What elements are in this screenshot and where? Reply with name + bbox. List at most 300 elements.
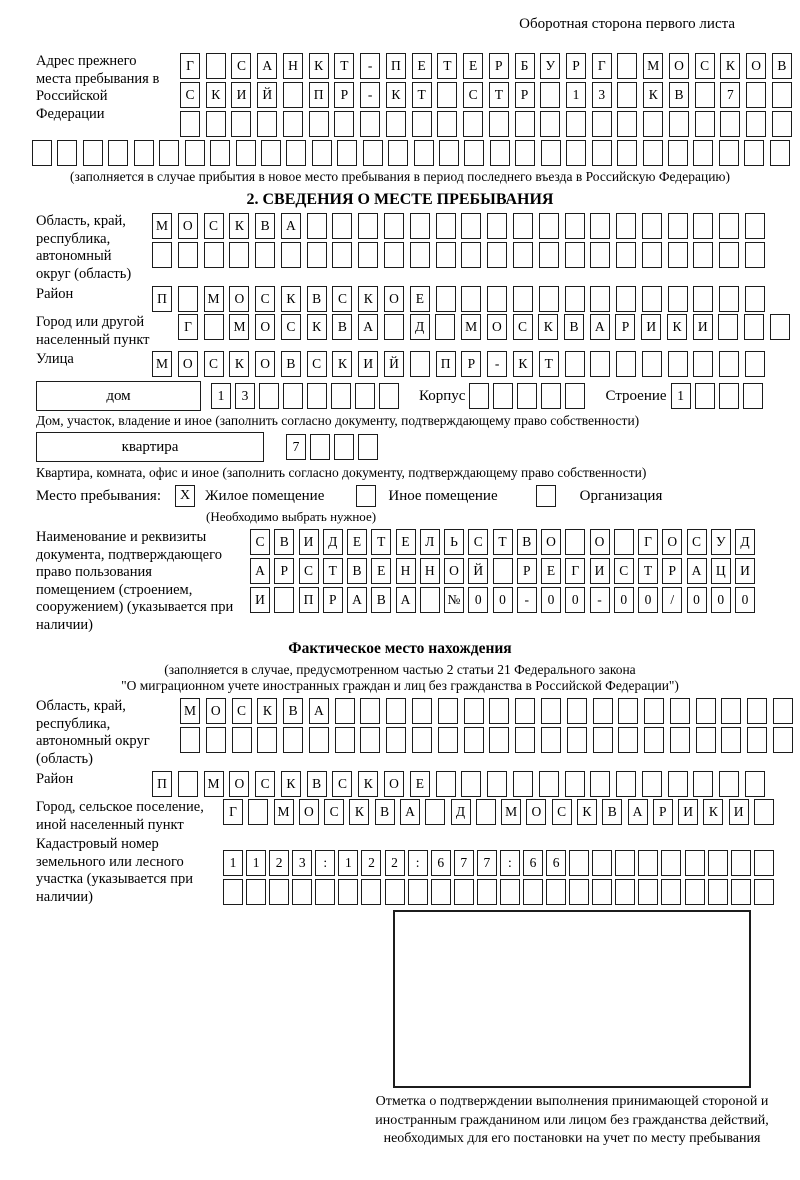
char-cell: В: [332, 314, 352, 340]
char-cell: 7: [286, 434, 306, 460]
char-cell: С: [463, 82, 483, 108]
char-cell: [292, 879, 312, 905]
char-cell: [358, 434, 378, 460]
char-cell: [410, 351, 430, 377]
apartment-row: [36, 432, 790, 462]
char-cell: [388, 140, 408, 166]
apartment-box-label: квартира: [121, 438, 179, 455]
char-cell: А: [687, 558, 707, 584]
char-cell: О: [255, 314, 275, 340]
char-cell: А: [281, 213, 301, 239]
char-cell: [642, 242, 662, 268]
char-cell: [539, 771, 559, 797]
char-cell: Г: [592, 53, 612, 79]
street-row: [152, 351, 765, 377]
char-cell: 0: [468, 587, 488, 613]
char-cell: 1: [211, 383, 231, 409]
city-label: Город или другой населенный пункт: [36, 314, 150, 348]
char-cell: [772, 111, 792, 137]
char-cell: Е: [541, 558, 561, 584]
stroenie-cells: [671, 383, 763, 409]
char-cell: [435, 314, 455, 340]
char-cell: -: [360, 53, 380, 79]
char-cell: М: [274, 799, 294, 825]
char-cell: [567, 727, 587, 753]
char-cell: В: [669, 82, 689, 108]
char-cell: [513, 286, 533, 312]
char-cell: [386, 698, 406, 724]
char-cell: [309, 111, 329, 137]
char-cell: [83, 140, 103, 166]
char-cell: [617, 140, 637, 166]
char-cell: [747, 727, 767, 753]
char-cell: [414, 140, 434, 166]
char-cell: [754, 799, 774, 825]
char-cell: [539, 286, 559, 312]
char-cell: [436, 213, 456, 239]
char-cell: [731, 850, 751, 876]
char-cell: [283, 383, 303, 409]
char-cell: [464, 727, 484, 753]
char-cell: [286, 140, 306, 166]
char-cell: К: [332, 351, 352, 377]
char-cell: У: [711, 529, 731, 555]
char-cell: С: [204, 351, 224, 377]
char-cell: [590, 771, 610, 797]
house-row: [36, 381, 790, 411]
char-cell: [412, 111, 432, 137]
char-cell: [693, 771, 713, 797]
char-cell: [565, 351, 585, 377]
district-label: Район: [36, 286, 74, 302]
char-cell: 1: [246, 850, 266, 876]
char-cell: [334, 434, 354, 460]
cadastral-label: Кадастровый номер земельного или лесного участка (указывается при наличии): [36, 836, 193, 905]
actual-location-caption-1: (заполняется в случае, предусмотренном частью 2 статьи 21 Федерального закона: [164, 662, 636, 677]
char-cell: [565, 771, 585, 797]
char-cell: [493, 383, 513, 409]
char-cell: [438, 727, 458, 753]
actual-region-row-2: [180, 727, 793, 753]
prev-address-row-3: [180, 111, 792, 137]
char-cell: С: [307, 351, 327, 377]
char-cell: [708, 850, 728, 876]
char-cell: [754, 850, 774, 876]
char-cell: А: [257, 53, 277, 79]
char-cell: [565, 286, 585, 312]
char-cell: [744, 140, 764, 166]
char-cell: [476, 799, 496, 825]
char-cell: Е: [347, 529, 367, 555]
char-cell: [32, 140, 52, 166]
char-cell: [312, 140, 332, 166]
char-cell: С: [255, 771, 275, 797]
char-cell: [477, 879, 497, 905]
char-cell: 0: [565, 587, 585, 613]
stay-type-note: (Необходимо выбрать нужное): [206, 509, 377, 524]
char-cell: И: [590, 558, 610, 584]
actual-city-row: [223, 799, 774, 825]
char-cell: О: [746, 53, 766, 79]
char-cell: Й: [384, 351, 404, 377]
char-cell: 0: [638, 587, 658, 613]
char-cell: И: [735, 558, 755, 584]
actual-district-label: Район: [36, 771, 74, 787]
char-cell: [566, 111, 586, 137]
char-cell: [206, 727, 226, 753]
char-cell: [463, 111, 483, 137]
char-cell: [616, 351, 636, 377]
prev-address-rows: [180, 53, 792, 137]
char-cell: А: [250, 558, 270, 584]
char-cell: [257, 111, 277, 137]
char-cell: [431, 879, 451, 905]
char-cell: [719, 286, 739, 312]
char-cell: [670, 727, 690, 753]
char-cell: 7: [720, 82, 740, 108]
char-cell: [617, 53, 637, 79]
char-cell: [719, 351, 739, 377]
char-cell: Т: [371, 529, 391, 555]
char-cell: [487, 242, 507, 268]
char-cell: К: [538, 314, 558, 340]
char-cell: Л: [420, 529, 440, 555]
char-cell: О: [487, 314, 507, 340]
char-cell: [719, 140, 739, 166]
char-cell: [770, 314, 790, 340]
char-cell: [593, 727, 613, 753]
char-cell: М: [204, 286, 224, 312]
char-cell: 1: [338, 850, 358, 876]
char-cell: [206, 53, 226, 79]
char-cell: [261, 140, 281, 166]
stay-type-label: Место пребывания:: [36, 487, 161, 504]
char-cell: 1: [223, 850, 243, 876]
char-cell: [487, 213, 507, 239]
checkbox-residential: [175, 485, 195, 507]
char-cell: И: [250, 587, 270, 613]
char-cell: [696, 727, 716, 753]
region-label: Область, край, республика, автономный округ (область): [36, 213, 132, 282]
char-cell: О: [178, 213, 198, 239]
cadastral-row-2: [223, 879, 774, 905]
char-cell: [231, 111, 251, 137]
char-cell: А: [358, 314, 378, 340]
char-cell: [695, 82, 715, 108]
char-cell: [590, 242, 610, 268]
char-cell: [685, 879, 705, 905]
apartment-cells: [286, 434, 378, 460]
char-cell: Д: [410, 314, 430, 340]
document-row-2: [250, 558, 755, 584]
char-cell: -: [360, 82, 380, 108]
char-cell: -: [517, 587, 537, 613]
char-cell: [461, 242, 481, 268]
char-cell: Д: [451, 799, 471, 825]
char-cell: [644, 727, 664, 753]
char-cell: [360, 727, 380, 753]
char-cell: К: [358, 286, 378, 312]
char-cell: [693, 213, 713, 239]
char-cell: Н: [283, 53, 303, 79]
char-cell: [259, 383, 279, 409]
actual-city-label: Город, сельское поселение, иной населенный пункт: [36, 799, 204, 833]
char-cell: [569, 879, 589, 905]
char-cell: [614, 529, 634, 555]
char-cell: В: [347, 558, 367, 584]
checkbox-organization: [536, 485, 556, 507]
char-cell: [436, 242, 456, 268]
char-cell: [668, 286, 688, 312]
char-cell: К: [577, 799, 597, 825]
char-cell: 1: [566, 82, 586, 108]
actual-city-field: [36, 799, 790, 834]
char-cell: О: [669, 53, 689, 79]
option-organization-label: Организация: [579, 487, 663, 504]
char-cell: [616, 242, 636, 268]
char-cell: И: [729, 799, 749, 825]
char-cell: К: [206, 82, 226, 108]
char-cell: С: [324, 799, 344, 825]
char-cell: И: [299, 529, 319, 555]
char-cell: П: [309, 82, 329, 108]
prev-address-field: [36, 53, 790, 137]
char-cell: [515, 698, 535, 724]
char-cell: [592, 111, 612, 137]
char-cell: [420, 587, 440, 613]
char-cell: [454, 879, 474, 905]
char-cell: О: [384, 771, 404, 797]
char-cell: [257, 727, 277, 753]
cadastral-row-1: [223, 850, 774, 876]
city-field: [36, 314, 790, 349]
char-cell: Р: [615, 314, 635, 340]
char-cell: [461, 771, 481, 797]
char-cell: [438, 698, 458, 724]
char-cell: С: [231, 53, 251, 79]
actual-location-caption-2: "О миграционном учете иностранных граждан и лиц без гражданства в Российской Федерации"): [121, 678, 679, 693]
char-cell: 1: [671, 383, 691, 409]
char-cell: 0: [735, 587, 755, 613]
char-cell: [283, 111, 303, 137]
char-cell: [355, 383, 375, 409]
char-cell: Р: [515, 82, 535, 108]
char-cell: [335, 698, 355, 724]
char-cell: [693, 351, 713, 377]
char-cell: [307, 383, 327, 409]
char-cell: К: [386, 82, 406, 108]
option-residential-label: Жилое помещение: [205, 487, 325, 504]
char-cell: О: [662, 529, 682, 555]
char-cell: [436, 771, 456, 797]
char-cell: Й: [468, 558, 488, 584]
char-cell: [696, 698, 716, 724]
char-cell: [274, 587, 294, 613]
char-cell: :: [408, 850, 428, 876]
char-cell: [541, 727, 561, 753]
char-cell: [719, 213, 739, 239]
actual-district-row: [152, 771, 765, 797]
char-cell: 3: [592, 82, 612, 108]
char-cell: [661, 879, 681, 905]
char-cell: [469, 383, 489, 409]
char-cell: С: [299, 558, 319, 584]
char-cell: [334, 111, 354, 137]
char-cell: [590, 213, 610, 239]
char-cell: В: [283, 698, 303, 724]
char-cell: [565, 383, 585, 409]
region-row-1: [152, 213, 765, 239]
char-cell: [332, 242, 352, 268]
char-cell: [246, 879, 266, 905]
char-cell: [386, 727, 406, 753]
char-cell: [565, 242, 585, 268]
char-cell: [745, 213, 765, 239]
char-cell: [464, 698, 484, 724]
char-cell: И: [678, 799, 698, 825]
page-side-note: Оборотная сторона первого листа: [519, 16, 735, 32]
document-row-1: [250, 529, 755, 555]
char-cell: [513, 242, 533, 268]
char-cell: С: [332, 286, 352, 312]
char-cell: С: [232, 698, 252, 724]
char-cell: [743, 383, 763, 409]
char-cell: [358, 213, 378, 239]
char-cell: П: [299, 587, 319, 613]
document-row-3: [250, 587, 755, 613]
char-cell: [283, 727, 303, 753]
char-cell: [642, 286, 662, 312]
char-cell: [159, 140, 179, 166]
char-cell: [229, 242, 249, 268]
char-cell: [307, 242, 327, 268]
char-cell: А: [347, 587, 367, 613]
char-cell: [718, 314, 738, 340]
char-cell: М: [501, 799, 521, 825]
char-cell: [616, 286, 636, 312]
char-cell: Е: [463, 53, 483, 79]
char-cell: [617, 111, 637, 137]
char-cell: [338, 879, 358, 905]
char-cell: [439, 140, 459, 166]
char-cell: В: [274, 529, 294, 555]
char-cell: [773, 698, 793, 724]
char-cell: В: [307, 771, 327, 797]
char-cell: И: [693, 314, 713, 340]
char-cell: [695, 383, 715, 409]
char-cell: С: [250, 529, 270, 555]
char-cell: О: [526, 799, 546, 825]
district-row: [152, 286, 765, 312]
char-cell: -: [487, 351, 507, 377]
char-cell: Т: [334, 53, 354, 79]
district-field: [36, 286, 790, 312]
char-cell: [487, 286, 507, 312]
char-cell: Д: [735, 529, 755, 555]
char-cell: К: [643, 82, 663, 108]
char-cell: [461, 286, 481, 312]
char-cell: [592, 140, 612, 166]
char-cell: И: [231, 82, 251, 108]
char-cell: В: [602, 799, 622, 825]
apartment-box: [36, 432, 264, 462]
char-cell: [379, 383, 399, 409]
char-cell: [410, 242, 430, 268]
char-cell: А: [400, 799, 420, 825]
char-cell: 0: [493, 587, 513, 613]
char-cell: [108, 140, 128, 166]
stay-type-row: [36, 485, 790, 507]
char-cell: [540, 111, 560, 137]
char-cell: [772, 82, 792, 108]
char-cell: [523, 879, 543, 905]
char-cell: К: [229, 351, 249, 377]
house-box: [36, 381, 201, 411]
char-cell: В: [564, 314, 584, 340]
char-cell: [335, 727, 355, 753]
char-cell: С: [180, 82, 200, 108]
char-cell: [360, 111, 380, 137]
actual-region-row-1: [180, 698, 793, 724]
document-label: Наименование и реквизиты документа, подтверждающего право пользования помещением (строением, сооружением) (указывается при наличии): [36, 529, 234, 633]
char-cell: [685, 850, 705, 876]
checkbox-residential-mark: X: [179, 488, 191, 503]
char-cell: [638, 879, 658, 905]
char-cell: [721, 698, 741, 724]
char-cell: [283, 82, 303, 108]
char-cell: С: [204, 213, 224, 239]
char-cell: Е: [371, 558, 391, 584]
char-cell: [57, 140, 77, 166]
char-cell: 6: [523, 850, 543, 876]
char-cell: Р: [517, 558, 537, 584]
char-cell: [436, 286, 456, 312]
char-cell: [425, 799, 445, 825]
char-cell: [248, 799, 268, 825]
char-cell: [493, 558, 513, 584]
char-cell: Т: [437, 53, 457, 79]
char-cell: [513, 213, 533, 239]
prev-address-row-1: [180, 53, 792, 79]
char-cell: Т: [539, 351, 559, 377]
char-cell: [668, 140, 688, 166]
char-cell: [539, 213, 559, 239]
region-field: [36, 213, 790, 283]
char-cell: О: [541, 529, 561, 555]
char-cell: [461, 213, 481, 239]
char-cell: [616, 771, 636, 797]
char-cell: С: [614, 558, 634, 584]
char-cell: Н: [396, 558, 416, 584]
house-box-label: дом: [106, 387, 131, 404]
char-cell: К: [703, 799, 723, 825]
actual-district-field: [36, 771, 790, 797]
apartment-caption: Квартира, комната, офис и иное (заполнить согласно документу, подтверждающему право собственности): [36, 465, 647, 480]
char-cell: А: [309, 698, 329, 724]
char-cell: Р: [461, 351, 481, 377]
char-cell: [668, 213, 688, 239]
char-cell: В: [255, 213, 275, 239]
char-cell: [539, 242, 559, 268]
char-cell: Т: [323, 558, 343, 584]
char-cell: 2: [385, 850, 405, 876]
char-cell: Т: [493, 529, 513, 555]
char-cell: [642, 771, 662, 797]
char-cell: К: [281, 771, 301, 797]
char-cell: Д: [323, 529, 343, 555]
char-cell: [745, 351, 765, 377]
char-cell: О: [229, 771, 249, 797]
